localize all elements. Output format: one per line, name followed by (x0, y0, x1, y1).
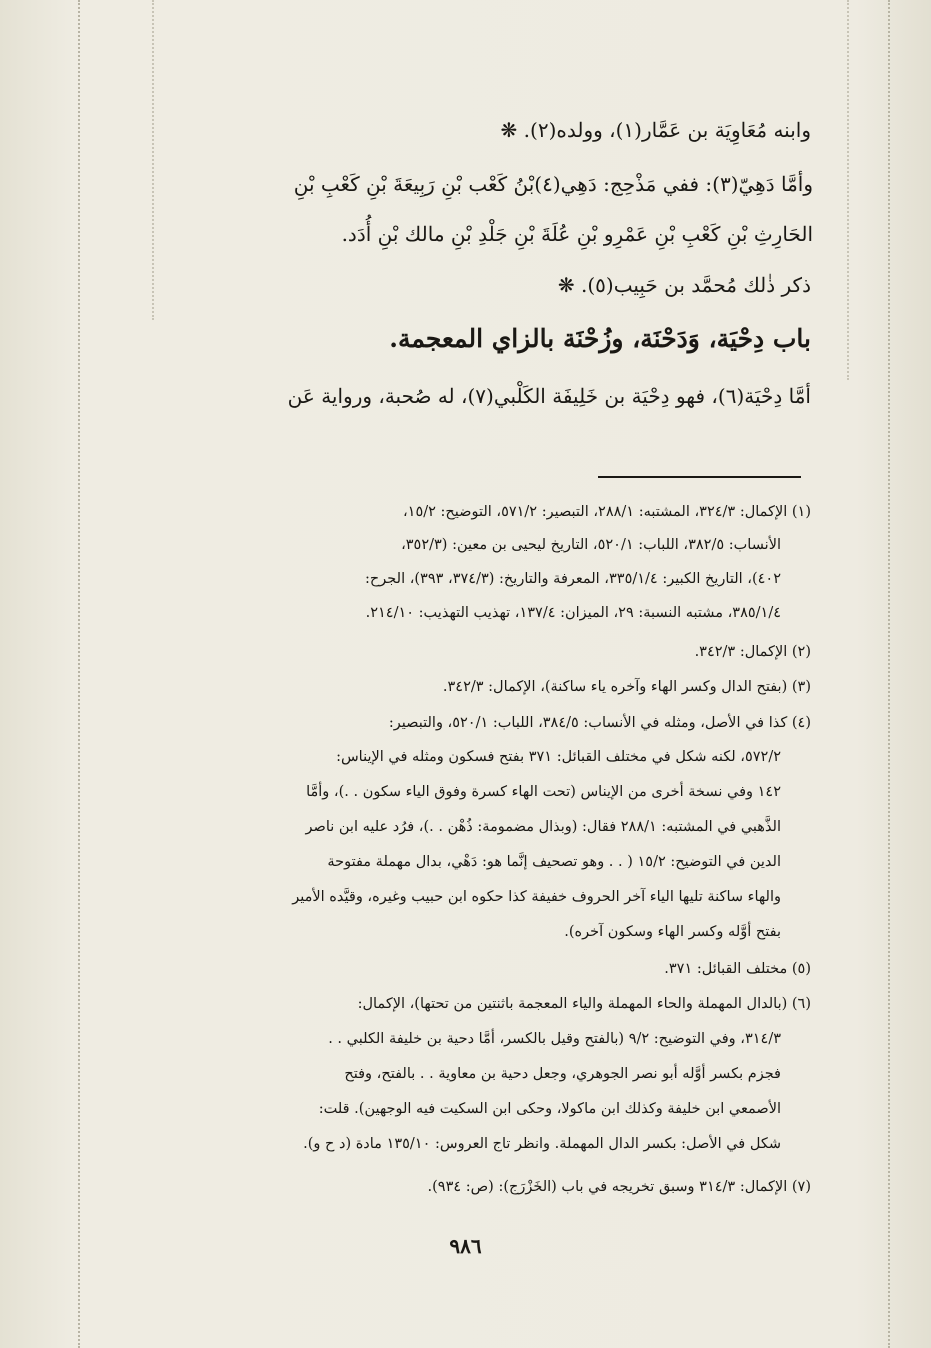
footnote-line: بفتح أوَّله وكسر الهاء وسكون آخره). (564, 924, 781, 940)
footnote-line: ١٤٢ وفي نسخة أخرى من الإيناس (تحت الهاء كسرة وفوق الياء سكون . .)، وأمَّا (306, 784, 781, 800)
scan-guide-line (152, 0, 154, 320)
footnote-line: ٣٨٥/١/٤، مشتبه النسبة: ٢٩، الميزان: ١٣٧/٤، تهذيب التهذيب: ٢١٤/١٠. (365, 605, 781, 621)
footnote-line: الدين في التوضيح: ١٥/٢ ( . . وهو تصحيف إنَّما هو: دَهْي، بدال مهملة مفتوحة (327, 854, 781, 870)
footnote-line: ٤٠٢)، التاريخ الكبير: ٣٣٥/١/٤، المعرفة والتاريخ: (٣٧٤/٣، ٣٩٣)، الجرح: (365, 571, 781, 587)
footnote-line: الذَّهبي في المشتبه: ٢٨٨/١ فقال: (وبذال مضمومة: ذُهْن . .)، فرُد عليه ابن ناصر (305, 819, 781, 835)
footnote-line: (٢) الإكمال: ٣٤٢/٣. (694, 644, 811, 660)
footnote-line: ٥٧٢/٢، لكنه شكل في مختلف القبائل: ٣٧١ بفتح فسكون ومثله في الإيناس: (336, 749, 781, 765)
footnote-line: الأصمعي ابن خليفة وكذلك ابن ماكولا، وحكى ابن السكيت فيه الوجهين). قلت: (318, 1101, 781, 1117)
footnote-line: (١) الإكمال: ٣٢٤/٣، المشتبه: ٢٨٨/١، التبصير: ٥٧١/٢، التوضيح: ١٥/٢، (402, 504, 811, 520)
section-heading: باب دِحْيَة، وَدَحْنَة، وزُحْنَة بالزاي المعجمة. (389, 324, 811, 353)
footnote-line: (٦) (بالدال المهملة والحاء المهملة والياء المعجمة باثنتين من تحتها)، الإكمال: (357, 996, 811, 1012)
footnote-line: ٣١٤/٣، وفي التوضيح: ٩/٢ (بالفتح وقيل بالكسر، أمَّا دحية بن خليفة الكلبي . . (328, 1031, 781, 1047)
footnote-line: شكل في الأصل: بكسر الدال المهملة. وانظر تاج العروس: ١٣٥/١٠ مادة (د ح و). (303, 1136, 781, 1152)
main-text-line: وأمَّا دَهِيّ(٣): ففي مَذْحِج: دَهِي(٤)بْنُ كَعْب بْنِ رَبِيعَةَ بْنِ كَعْبِ بْنِ (293, 172, 813, 196)
footnote-line: (٧) الإكمال: ٣١٤/٣ وسبق تخريجه في باب (الخَزْرَج): (ص: ٩٣٤). (427, 1179, 811, 1195)
footnote-line: والهاء ساكنة تليها الياء آخر الحروف خفيفة كذا حكوه ابن حبيب وغيره، وقيَّده الأمير (292, 889, 781, 905)
footnote-line: (٥) مختلف القبائل: ٣٧١. (664, 961, 811, 977)
main-text-line: الحَارِثِ بْنِ كَعْبِ بْنِ عَمْرِو بْنِ عُلَةَ بْنِ جَلْدِ بْنِ مالك بْنِ أُدَد. (341, 222, 813, 246)
footnote-line: (٣) (بفتح الدال وكسر الهاء وآخره ياء ساكنة)، الإكمال: ٣٤٢/٣. (442, 679, 811, 695)
scan-guide-line (78, 0, 80, 1348)
footnote-line: (٤) كذا في الأصل، ومثله في الأنساب: ٣٨٤/٥، اللباب: ٥٢٠/١، والتبصير: (388, 715, 811, 731)
footnote-separator (598, 476, 801, 478)
scan-guide-line (888, 0, 890, 1348)
main-text-line: أمَّا دِحْيَة(٦)، فهو دِحْيَة بن خَلِيفَة الكَلْبي(٧)، له صُحبة، ورواية عَن (287, 384, 811, 408)
footnote-line: الأنساب: ٣٨٢/٥، اللباب: ٥٢٠/١، التاريخ ليحيى بن معين: (٣٥٢/٣، (401, 537, 781, 553)
scan-guide-line (847, 0, 849, 380)
main-text-line: ذكر ذٰلك مُحمَّد بن حَبِيب(٥). ❋ (557, 273, 811, 297)
footnote-line: فجزم بكسر أوَّله أبو نصر الجوهري، وجعل دحية بن معاوية . . بالفتح، وفتح (344, 1066, 781, 1082)
main-text-line: وابنه مُعَاوِيَة بن عَمَّار(١)، وولده(٢). ❋ (500, 118, 811, 142)
page-number: ٩٨٦ (449, 1234, 482, 1258)
